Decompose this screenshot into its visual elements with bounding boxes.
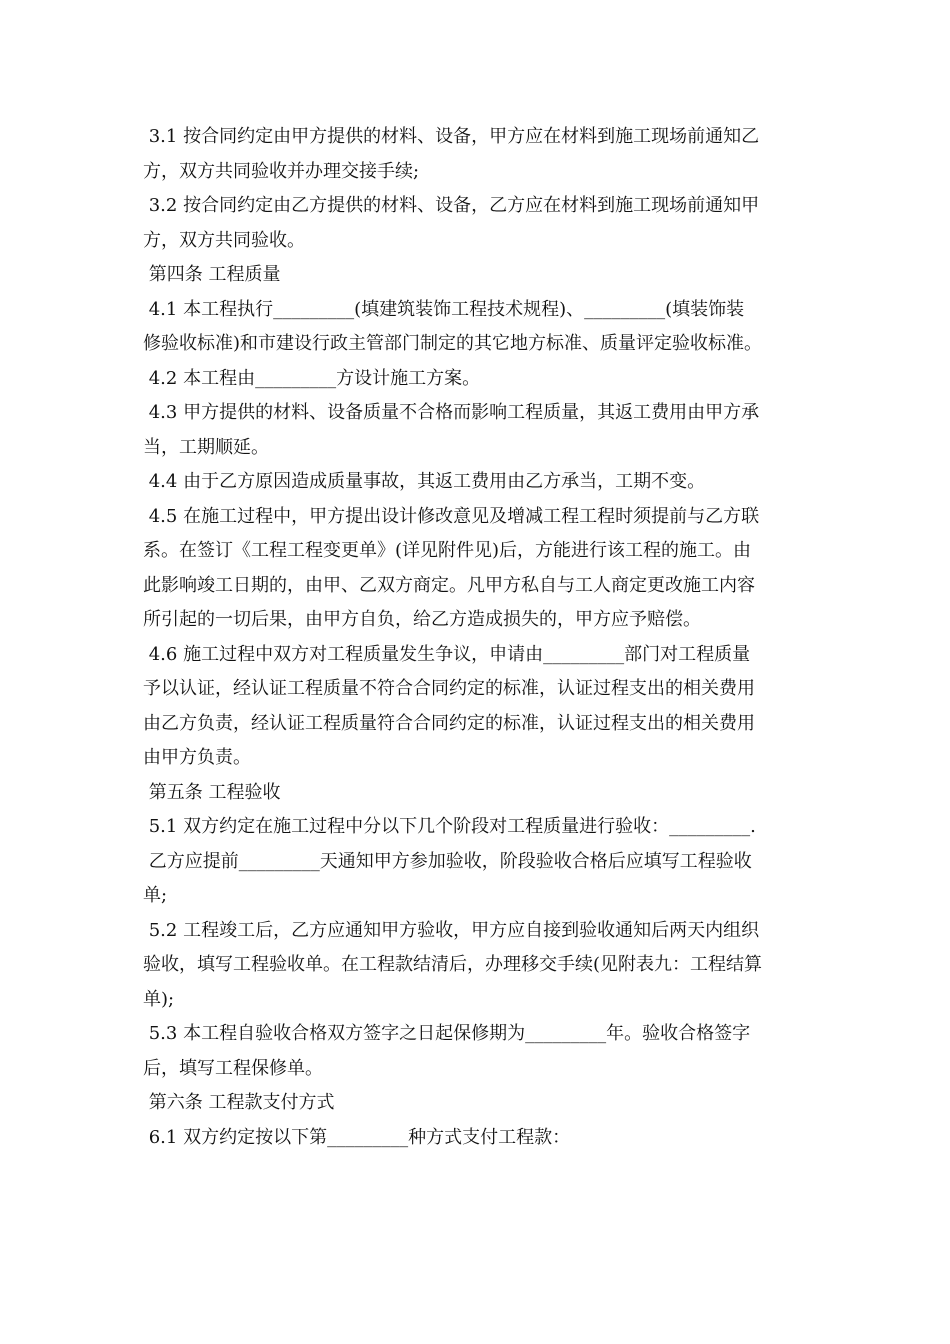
section-6-heading: 第六条 工程款支付方式 xyxy=(143,1092,335,1113)
clause-4-2-line-1: 4.2 本工程由_________方设计施工方案。 xyxy=(143,367,481,389)
clause-4-5-line-2: 系。在签订《工程工程变更单》(详见附件见)后，方能进行该工程的施工。由 xyxy=(143,540,752,561)
clause-5-2-line-1: 5.2 工程竣工后，乙方应通知甲方验收，甲方应自接到验收通知后两天内组织 xyxy=(143,919,760,941)
clause-5-1-line-1: 5.1 双方约定在施工过程中分以下几个阶段对工程质量进行验收：_________. xyxy=(143,816,756,837)
section-5-heading: 第五条 工程验收 xyxy=(143,781,281,803)
clause-5-1-line-2: 乙方应提前_________天通知甲方参加验收，阶段验收合格后应填写工程验收 xyxy=(143,850,752,872)
document-page xyxy=(143,120,809,1155)
clause-4-1-line-1: 4.1 本工程执行_________(填建筑装饰工程技术规程)、_________(填装饰装 xyxy=(143,298,745,320)
clause-3-2-line-1: 3.2 按合同约定由乙方提供的材料、设备，乙方应在材料到施工现场前通知甲 xyxy=(143,195,760,216)
clause-4-6-line-1: 4.6 施工过程中双方对工程质量发生争议，申请由_________部门对工程质量 xyxy=(143,643,751,665)
clause-4-1-line-2: 修验收标准)和市建设行政主管部门制定的其它地方标准、质量评定验收标准。 xyxy=(143,333,763,354)
clause-5-1-line-3: 单; xyxy=(143,885,168,906)
section-4-heading: 第四条 工程质量 xyxy=(143,264,281,285)
clause-4-6-line-2: 予以认证，经认证工程质量不符合合同约定的标准，认证过程支出的相关费用 xyxy=(143,678,755,699)
clause-4-5-line-1: 4.5 在施工过程中，甲方提出设计修改意见及增减工程工程时须提前与乙方联 xyxy=(143,505,760,527)
clause-6-1-line-1: 6.1 双方约定按以下第_________种方式支付工程款： xyxy=(143,1126,571,1148)
clause-4-3-line-2: 当，工期顺延。 xyxy=(143,436,269,458)
clause-4-5-line-3: 此影响竣工日期的，由甲、乙双方商定。凡甲方私自与工人商定更改施工内容 xyxy=(143,574,755,596)
clause-4-3-line-1: 4.3 甲方提供的材料、设备质量不合格而影响工程质量，其返工费用由甲方承 xyxy=(143,402,760,423)
clause-3-1-line-1: 3.1 按合同约定由甲方提供的材料、设备，甲方应在材料到施工现场前通知乙 xyxy=(143,126,760,147)
clause-4-6-line-3: 由乙方负责，经认证工程质量符合合同约定的标准，认证过程支出的相关费用 xyxy=(143,712,755,734)
clause-4-6-line-4: 由甲方负责。 xyxy=(143,747,251,768)
clause-5-2-line-2: 验收，填写工程验收单。在工程款结清后，办理移交手续(见附表九：工程结算 xyxy=(143,954,763,975)
clause-4-5-line-4: 所引起的一切后果，由甲方自负，给乙方造成损失的，甲方应予赔偿。 xyxy=(143,609,701,630)
clause-5-3-line-2: 后，填写工程保修单。 xyxy=(143,1057,323,1079)
clause-4-4-line-1: 4.4 由于乙方原因造成质量事故，其返工费用由乙方承当，工期不变。 xyxy=(143,471,706,492)
clause-3-2-line-2: 方，双方共同验收。 xyxy=(143,229,305,251)
clause-3-1-line-2: 方，双方共同验收并办理交接手续; xyxy=(143,160,420,182)
clause-5-2-line-3: 单); xyxy=(143,988,175,1010)
clause-5-3-line-1: 5.3 本工程自验收合格双方签字之日起保修期为_________年。验收合格签字 xyxy=(143,1023,751,1044)
